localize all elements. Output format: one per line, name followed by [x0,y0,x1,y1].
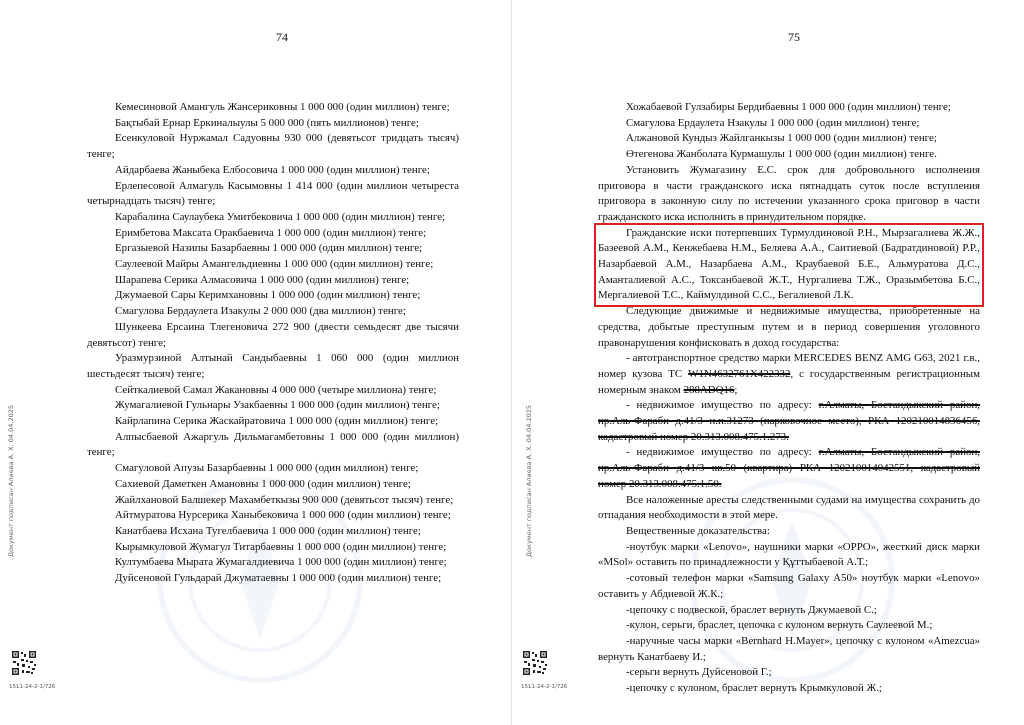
text-paragraph: Еримбетова Максата Оракбаевича 1 000 000 (один миллион) тенге; [115,226,427,239]
text-paragraph: -цепочку с подвеской, браслет вернуть Джумаевой С.; [626,603,877,616]
text-paragraph: Все наложенные аресты следственными судами на имущества сохранить до отпадания необходимости в этой мере. [598,493,980,522]
text-paragraph: Смагулова Бердаулета Изакулы 2 000 000 (два миллион) тенге; [115,305,406,318]
text-paragraph: -серьги вернуть Дуйсеновой Г.; [626,666,772,679]
text-paragraph: Алпысбаевой Ажаргуль Дильмагамбетовны 1 000 000 (один миллион) тенге; [87,430,459,459]
confiscation-property-1: - недвижимое имущество по адресу: г.Алматы, Бостандыкский район, пр.Аль-Фараби д.41/3 н.п.31273 (парковочное место), РКА 120210014836456, кадастровый номер 20.313.008.475.1.273. [598,399,980,443]
text-paragraph: Өтегенова Жанболата Курмашулы 1 000 000 (один миллион) тенге. [626,148,937,161]
confiscation-property-2: - недвижимое имущество по адресу: г.Алматы, Бостандыкский район, пр.Аль-Фараби д.41/3 кв.50 (квартира) РКА 120210014042551, кадастровый номер 20.313.008.475.1.50. [598,446,980,490]
right-page-body [598,100,980,697]
text-paragraph: Смагуловой Апузы Базарбаевны 1 000 000 (один миллион) тенге; [115,462,419,475]
document-code: 1511-24-2-1/726 [9,684,56,690]
page-75 [512,0,1024,725]
qr-code-icon [522,650,548,676]
text-paragraph: Карабалина Саулаубека Умитбековича 1 000 000 (один миллион) тенге; [115,210,446,223]
redacted-plate: 288ADQ16 [683,383,735,396]
text-paragraph: Хожабаевой Гулзабиры Бердибаевны 1 000 000 (один миллион) тенге; [626,101,951,113]
document-code: 1511-24-2-1/726 [521,684,568,690]
redacted-address-2: г.Алматы, Бостандыкский район, пр.Аль-Фараби д.41/3 кв.50 (квартира) РКА 120210014042551, кадастровый номер 20.313.008.475.1.50. [598,446,980,490]
text-paragraph: -кулон, серьги, браслет, цепочка с кулоном вернуть Саулеевой М.; [626,619,933,632]
text-paragraph: Кырымкуловой Жумагул Титарбаевны 1 000 000 (один миллион) тенге; [115,540,447,553]
civil-claims-paragraph: Гражданские иски потерпевших Турмулдиновой Р.Н., Мырзагалиева Ж.Ж., Базеевой А.М., Кенжебаева Н.М., Беляева А.А., Саитиевой (Бадратдиновой) Р.Р., Назарбаевой А.М., Назарбаева А.М., Краубаевой Б.Е., Альмуратова Д.С., Аманталиевой А.С., Токсанбаевой Ж.Т., Нургалиева Т.Ж., Оразымбетова Б.С., Мергалиевой Т.С., Каймулдиной С.С., Бегалиевой Л.К. [598,226,980,302]
text-paragraph: Дуйсеновой Гульдарай Джуматаевны 1 000 000 (один миллион) тенге; [115,572,442,585]
text-paragraph: -сотовый телефон марки «Samsung Galaxy A50» ноутбук марки «Lenovo» оставить у Абдиевой Ж.К.; [598,572,980,600]
text-paragraph: Жайлхановой Балшекер Махамбеткызы 900 000 (девятьсот тысяч) тенге; [115,493,454,506]
text-paragraph: Жумагалиевой Гульнары Узакбаевны 1 000 000 (один миллион) тенге; [115,399,440,412]
redacted-address-1: г.Алматы, Бостандыкский район, пр.Аль-Фараби д.41/3 н.п.31273 (парковочное место), РКА 120210014836456, кадастровый номер 20.313.008.475.1.273. [598,399,980,443]
text-paragraph: Кайрлапина Серика Жаскайратовича 1 000 000 (один миллион) тенге; [115,415,439,428]
text-paragraph: Айдарбаева Жаныбека Елбосовича 1 000 000 (один миллион) тенге; [115,163,430,176]
text-paragraph: Саулеевой Майры Амангельдиевны 1 000 000 (один миллион) тенге; [115,258,434,271]
confiscation-car-item: - автотранспортное средство марки MERCEDES BENZ AMG G63, 2021 г.в., номер кузова ТС W1N4632761X422332, с государственным регистрационным номерным знаком 288ADQ16; [598,352,980,396]
text-paragraph: Смагулова Ердаулета Нзакулы 1 000 000 (один миллион) тенге; [626,116,920,129]
text-paragraph: Вещественные доказательства: [626,524,770,537]
redacted-vin: W1N4632761X422332 [688,367,791,380]
text-paragraph: Бақтыбай Ернар Еркиналыулы 5 000 000 (пять миллионов) тенге; [115,116,419,129]
text-paragraph: Айтмуратова Нурсерика Ханыбековича 1 000 000 (один миллион) тенге; [115,509,451,522]
page-number: 74 [276,30,288,44]
text-paragraph: Уразмурзиной Алтынай Сандыбаевны 1 060 000 (один миллион шестьдесят тысяч) тенге; [87,352,459,380]
text-paragraph: Шункеева Ерсаина Тлегеновича 272 900 (двести семьдесят две тысячи девятьсот) тенге; [87,320,459,349]
confiscation-intro: Следующие движимые и недвижимые имущества, приобретенные на средства, добытые преступным путем и в период совершения уголовного правонарушения конфисковать в доход государства: [598,305,980,349]
text-paragraph: Ерлепесовой Алмагуль Касымовны 1 414 000 (один миллион четыреста четырнадцать тысяч) тенге; [87,179,459,208]
signature-note: Документ подписан Алиева А. Х. 04.04.2025 [7,405,15,557]
signature-note: Документ подписан Алиева А. Х. 04.04.2025 [525,405,533,557]
text-paragraph: Сейткалиевой Самал Жакановны 4 000 000 (четыре миллиона) тенге; [115,383,437,396]
text-paragraph: Есенкуловой Нуржамал Садуовны 930 000 (девятьсот тридцать тысяч) тенге; [87,132,459,161]
text-paragraph: Установить Жумагазину Е.С. срок для добровольного исполнения приговора в части гражданского иска пятнадцать суток после вступления приговора в законную силу по истечении указанного срока приговор в части гражданского иска исполнить в принудительном порядке. [598,163,980,223]
text-paragraph: Алжановой Кундыз Жайлганкызы 1 000 000 (один миллион) тенге; [626,132,937,145]
page-number: 75 [788,30,800,44]
text-paragraph: Сахиевой Даметкен Амановны 1 000 000 (один миллион) тенге; [115,477,411,490]
left-page-body [87,100,459,587]
text-paragraph: -наручные часы марки «Bernhard H.Mayer», цепочку с кулоном «Amezcua» вернуть Канатбаеву И.; [598,634,980,663]
text-paragraph: Джумаевой Сары Керимхановны 1 000 000 (один миллион) тенге; [115,289,421,302]
qr-code-icon [11,650,37,676]
text-paragraph: Шарапева Серика Алмасовича 1 000 000 (один миллион) тенге; [115,273,410,286]
text-paragraph: Ергазыевой Назипы Базарбаевны 1 000 000 (один миллион) тенге; [115,242,423,255]
text-paragraph: Канатбаева Исхана Тугелбаевича 1 000 000 (один миллион) тенге; [115,524,421,537]
text-paragraph: Кемесиновой Амангуль Жансериковны 1 000 000 (один миллион) тенге; [115,101,450,113]
text-paragraph: -цепочку с кулоном, браслет вернуть Крымкуловой Ж.; [626,682,882,695]
text-paragraph: Култумбаева Мырата Жумагалдиевича 1 000 000 (один миллион) тенге; [115,556,447,569]
text-paragraph: -ноутбук марки «Lenovo», наушники марки «OPPO», жесткий диск марки «MSol» оставить по принадлежности у Құттыбаевой А.Т.; [598,540,980,569]
